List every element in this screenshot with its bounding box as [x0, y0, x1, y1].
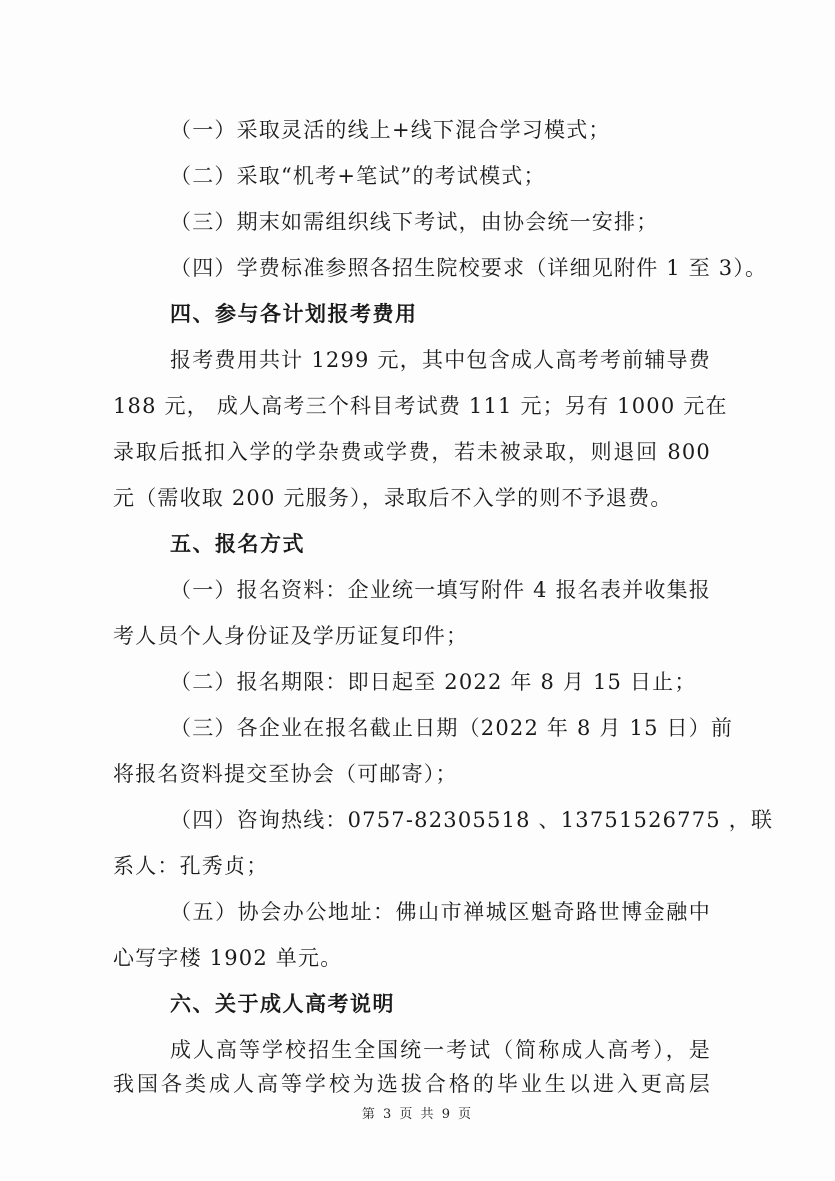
paragraph-line: 将报名资料提交至协会（可邮寄）；	[113, 762, 458, 786]
section-heading-fees: 四、参与各计划报考费用	[170, 302, 418, 326]
paragraph-line: 元（需收取 200 元服务），录取后不入学的则不予退费。	[113, 486, 673, 510]
paragraph-line: 考人员个人身份证及学历证复印件；	[113, 624, 469, 648]
paragraph-line: 我国各类成人高等学校为选拔合格的毕业生以进入更高层	[113, 1072, 711, 1096]
paragraph-line: （三）各企业在报名截止日期（2022 年 8 月 15 日）前	[170, 716, 734, 740]
paragraph-line: 188 元， 成人高考三个科目考试费 111 元；另有 1000 元在	[113, 394, 728, 418]
paragraph-line: （四）咨询热线：0757-82305518 、13751526775 ，联	[170, 808, 774, 832]
paragraph-line: 心写字楼 1902 单元。	[113, 946, 343, 970]
paragraph-line: （五）协会办公地址：佛山市禅城区魁奇路世博金融中	[170, 900, 711, 924]
section-heading-adult-exam: 六、关于成人高考说明	[170, 992, 395, 1016]
list-item-3: （三）期末如需组织线下考试，由协会统一安排；	[170, 210, 659, 234]
section-heading-registration: 五、报名方式	[170, 532, 305, 556]
list-item-2: （二）采取“机考+笔试”的考试模式；	[170, 164, 546, 188]
paragraph-line: （一）报名资料：企业统一填写附件 4 报名表并收集报	[170, 578, 711, 602]
paragraph-line: （二）报名期限：即日起至 2022 年 8 月 15 日止；	[170, 670, 697, 694]
paragraph-line: 录取后抵扣入学的学杂费或学费，若未被录取，则退回 800	[113, 440, 711, 464]
paragraph-line: 系人：孔秀贞；	[113, 854, 269, 878]
paragraph-line: 成人高等学校招生全国统一考试（简称成人高考），是	[170, 1038, 711, 1062]
paragraph-line: 报考费用共计 1299 元，其中包含成人高考考前辅导费	[170, 348, 711, 372]
list-item-4: （四）学费标准参照各招生院校要求（详细见附件 1 至 3）。	[170, 256, 768, 280]
page-number-footer: 第 3 页 共 9 页	[361, 1107, 474, 1122]
list-item-1: （一）采取灵活的线上+线下混合学习模式；	[170, 118, 611, 142]
